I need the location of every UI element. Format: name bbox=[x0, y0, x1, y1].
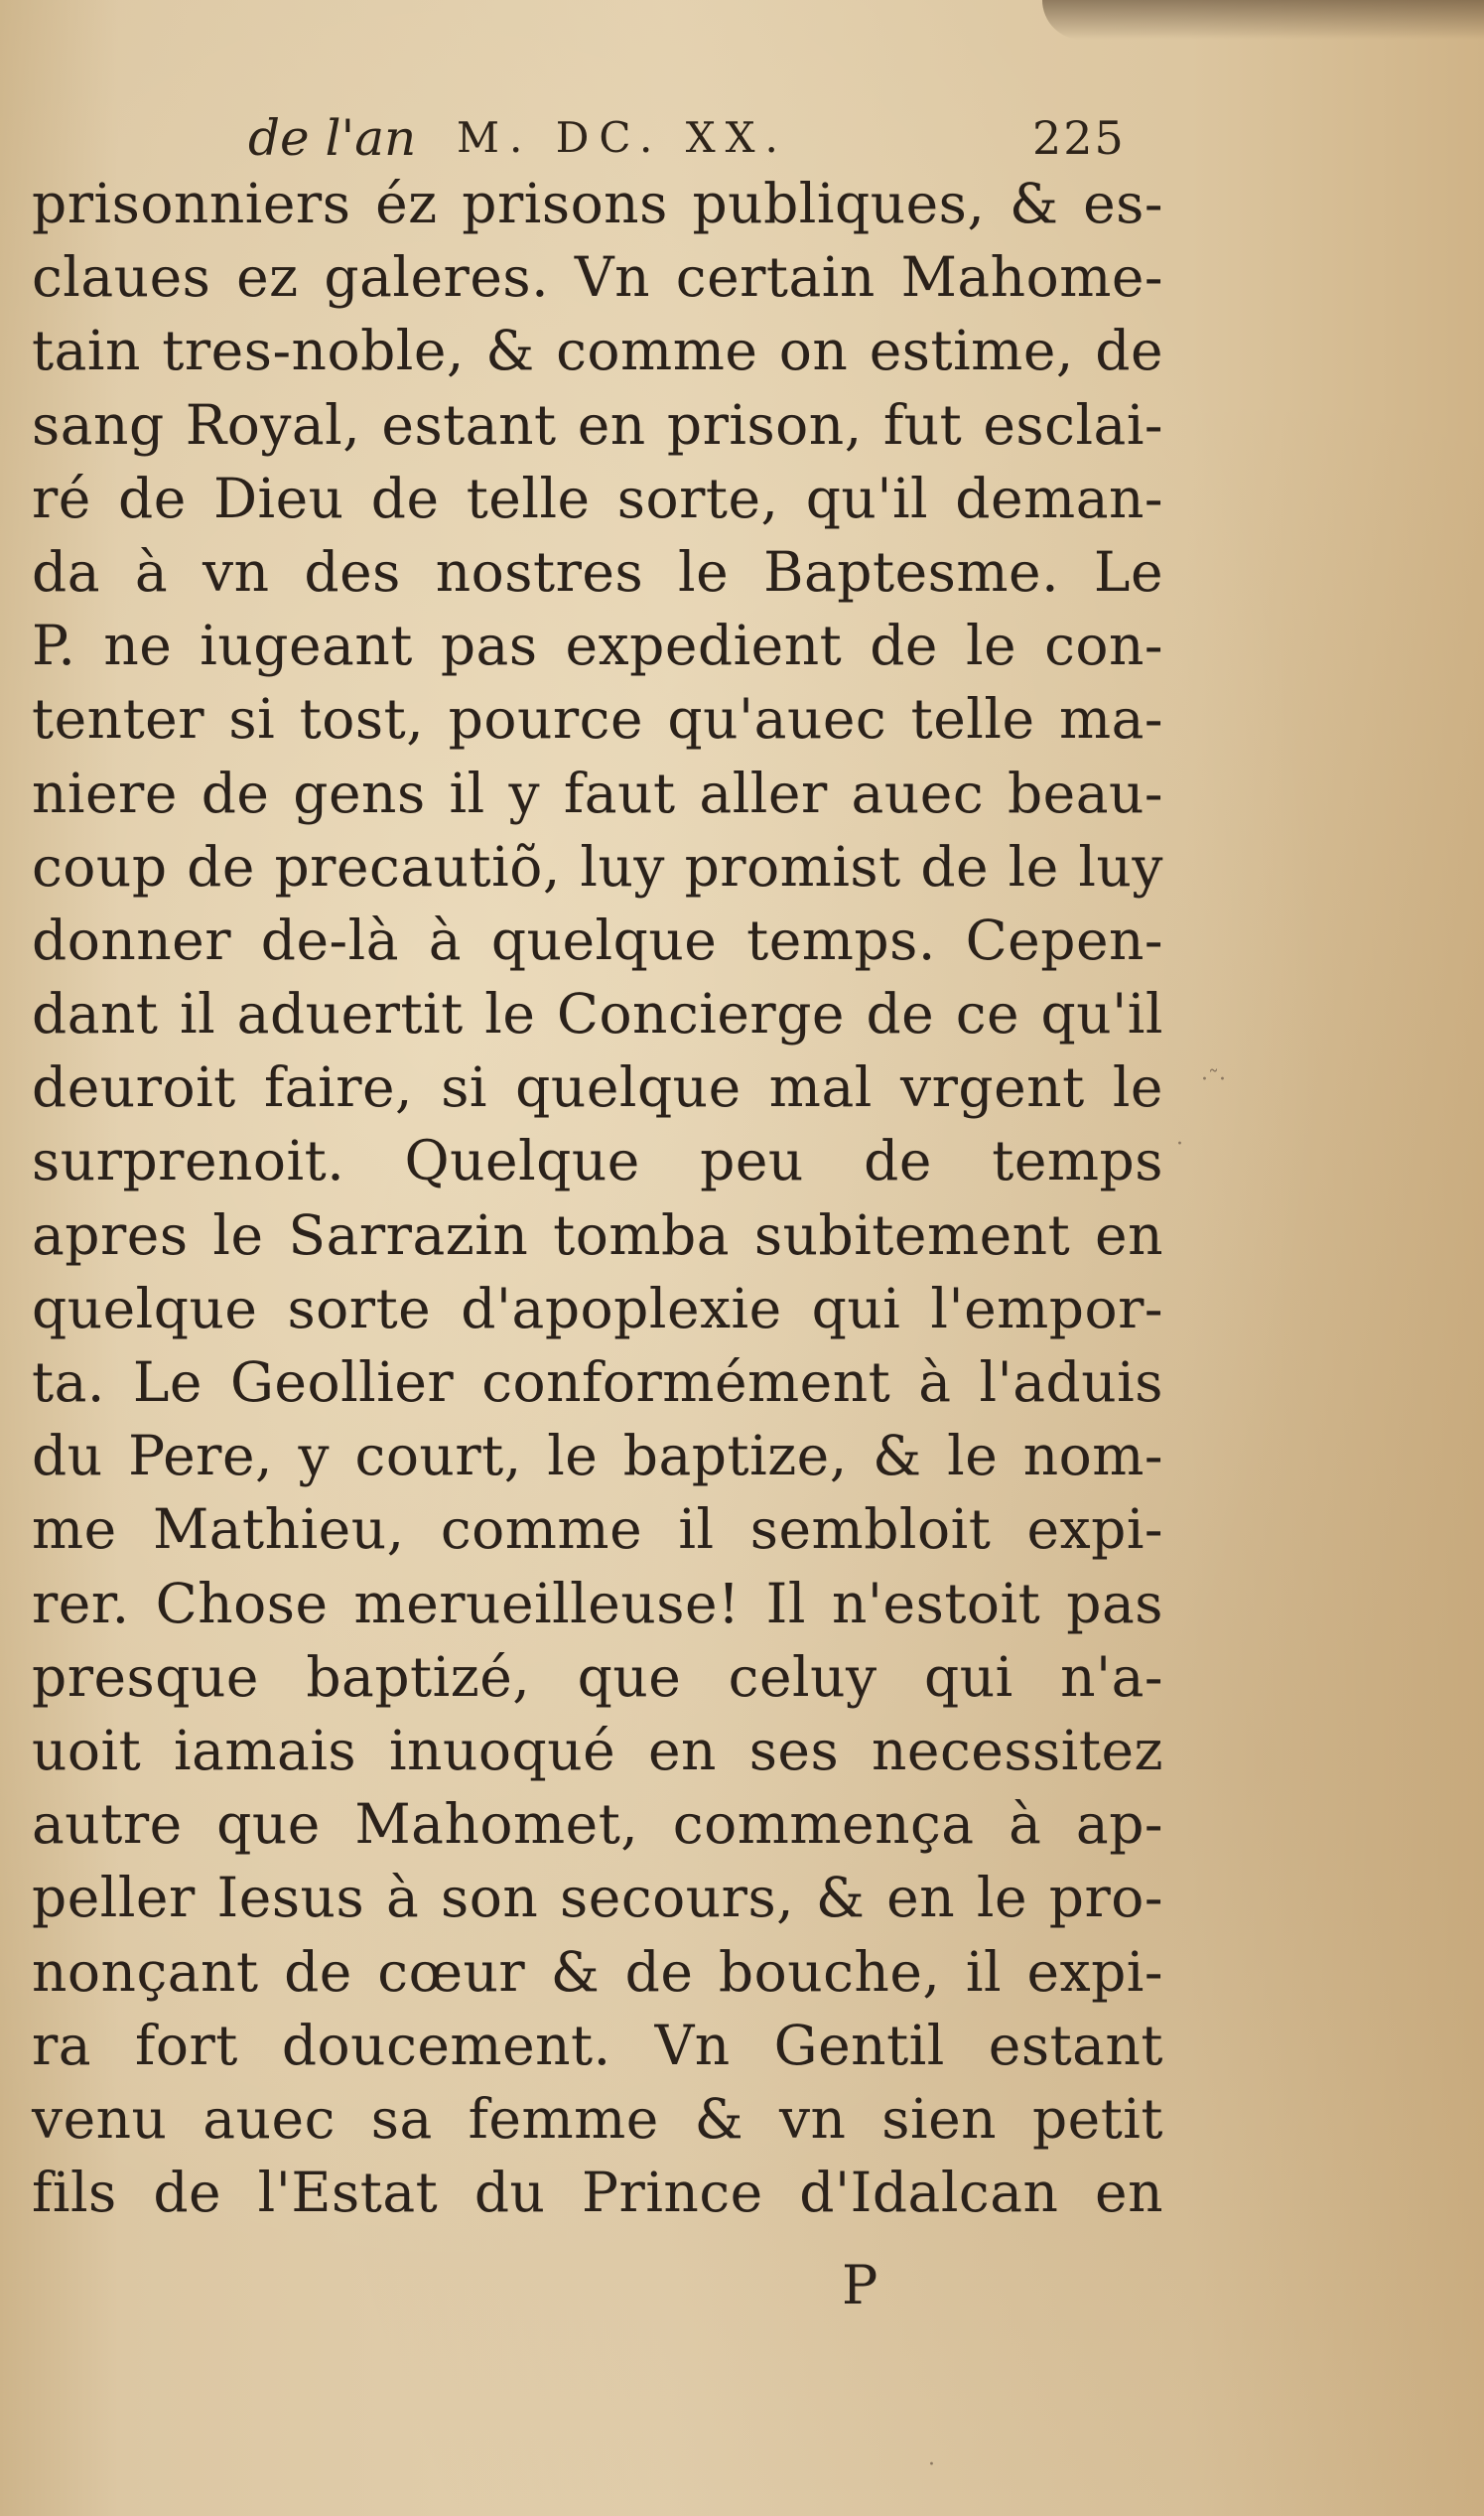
text-line: presque baptizé, que celuy qui n'a- bbox=[32, 1644, 1163, 1709]
text-line: ta. Le Geollier conformément à l'aduis bbox=[32, 1350, 1163, 1414]
text-line: autre que Mahomet, commença à ap- bbox=[32, 1792, 1163, 1857]
text-line: dant il aduertit le Concierge de ce qu'il bbox=[32, 982, 1163, 1047]
running-head-year: M. DC. XX. bbox=[457, 113, 788, 162]
text-line: rer. Chose merueilleuse! Il n'estoit pas bbox=[32, 1571, 1163, 1635]
text-line: P. ne iugeant pas expedient de le con- bbox=[32, 614, 1163, 678]
text-line: uoit iamais inuoqué en ses necessitez bbox=[32, 1718, 1163, 1782]
text-line: me Mathieu, comme il sembloit expi- bbox=[32, 1497, 1163, 1562]
text-line: sang Royal, estant en prison, fut esclai- bbox=[32, 392, 1163, 457]
text-line: ré de Dieu de telle sorte, qu'il deman- bbox=[32, 466, 1163, 530]
text-line: venu auec sa femme & vn sien petit bbox=[32, 2086, 1163, 2151]
catchword: P bbox=[842, 2254, 878, 2316]
ink-speck: · bbox=[1176, 1132, 1183, 1157]
text-line: surprenoit. Quelque peu de temps bbox=[32, 1129, 1163, 1193]
page-number: 225 bbox=[1032, 111, 1126, 165]
text-line: apres le Sarrazin tomba subitement en bbox=[32, 1202, 1163, 1267]
text-line: da à vn des nostres le Baptesme. Le bbox=[32, 539, 1163, 604]
text-line: prisonniers éz prisons publiques, & es- bbox=[32, 172, 1163, 235]
ink-speck: ·˜· bbox=[1201, 1067, 1226, 1092]
text-line: donner de-là à quelque temps. Cepen- bbox=[32, 908, 1163, 972]
text-line: tenter si tost, pource qu'auec telle ma- bbox=[32, 687, 1163, 752]
running-head-title: de l'an bbox=[248, 109, 417, 167]
text-line: fils de l'Estat du Prince d'Idalcan en bbox=[32, 2161, 1163, 2225]
ink-speck: · bbox=[928, 2452, 935, 2477]
text-line: claues ez galeres. Vn certain Mahome- bbox=[32, 245, 1163, 310]
text-line: ra fort doucement. Vn Gentil estant bbox=[32, 2013, 1163, 2077]
body-text bbox=[32, 167, 1163, 2229]
text-line: du Pere, y court, le baptize, & le nom- bbox=[32, 1424, 1163, 1488]
text-line: quelque sorte d'apoplexie qui l'empor- bbox=[32, 1276, 1163, 1340]
text-line: niere de gens il y faut aller auec beau- bbox=[32, 761, 1163, 825]
text-line: tain tres-noble, & comme on estime, de bbox=[32, 319, 1163, 383]
text-line: peller Iesus à son secours, & en le pro- bbox=[32, 1866, 1163, 1930]
text-line: deuroit faire, si quelque mal vrgent le bbox=[32, 1055, 1163, 1120]
page-edge-shadow bbox=[1042, 0, 1484, 40]
text-line: nonçant de cœur & de bouche, il expi- bbox=[32, 1939, 1163, 2004]
text-line: coup de precautiõ, luy promist de le luy bbox=[32, 834, 1163, 899]
